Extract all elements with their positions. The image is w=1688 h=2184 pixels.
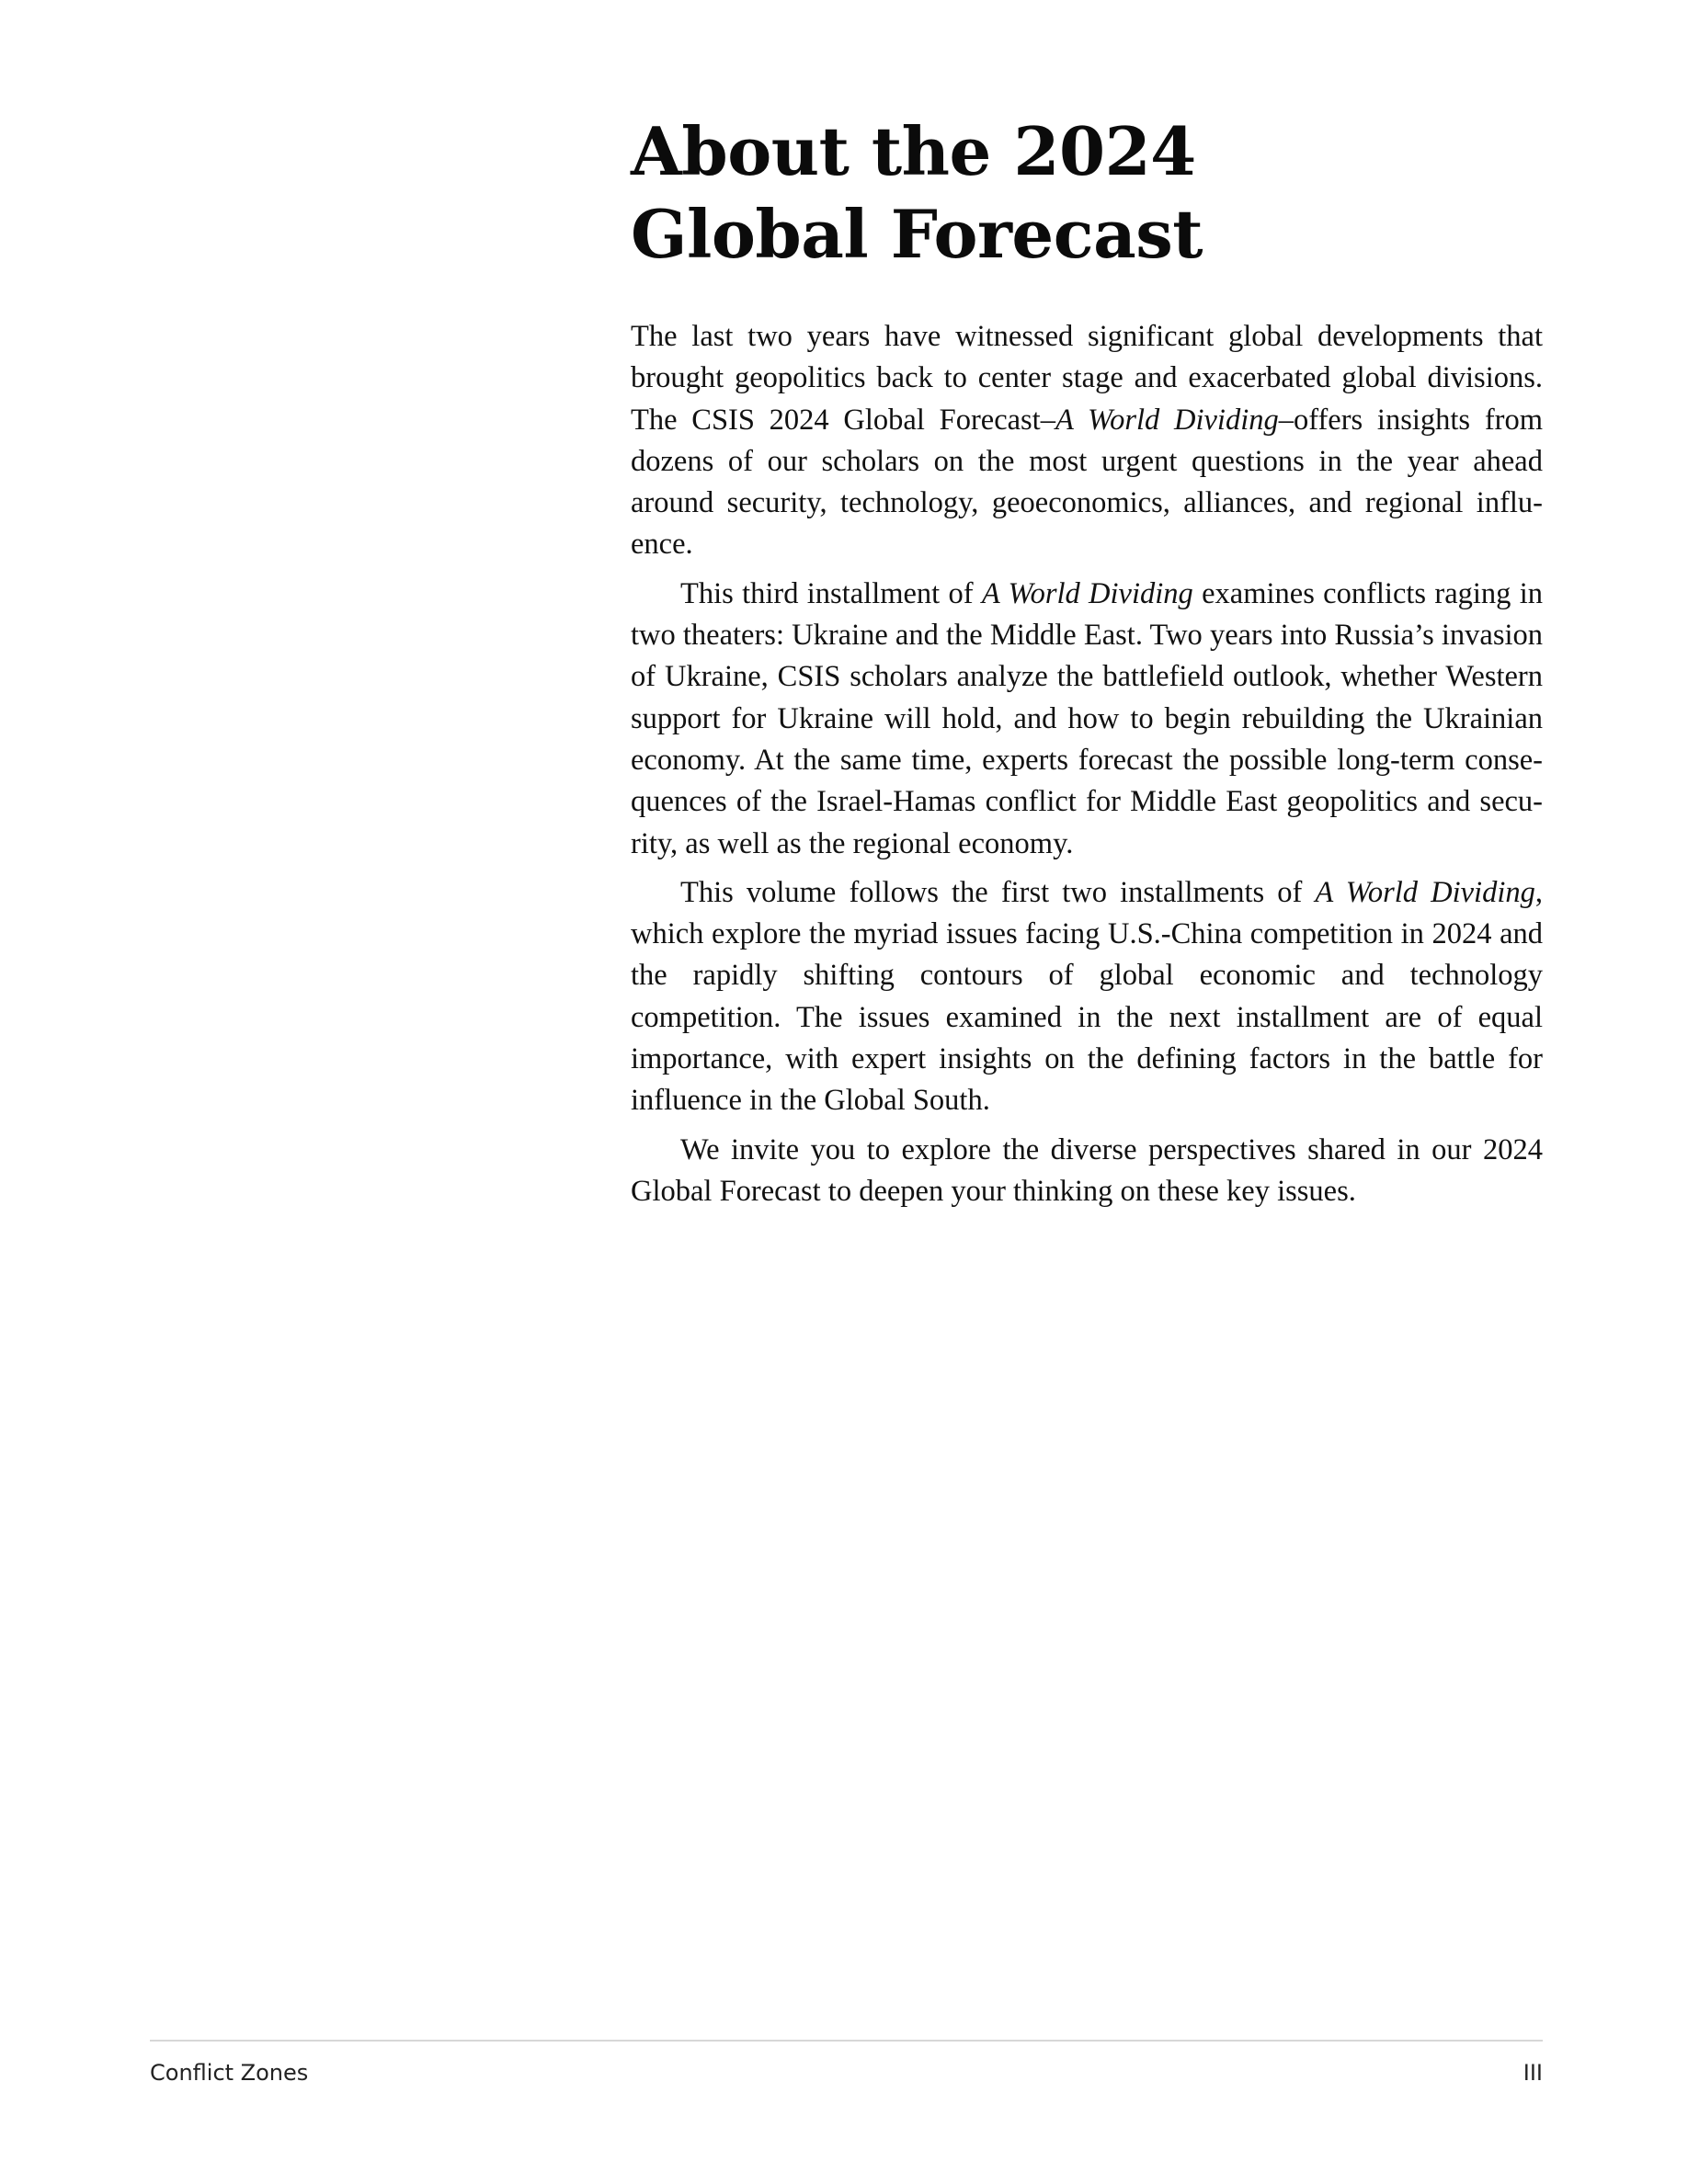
paragraph-3 [631, 872, 1543, 1122]
paragraph-1 [631, 316, 1543, 566]
paragraph-2-italic-title: A World Dividing [981, 576, 1193, 610]
paragraph-1-text-c: –offers insights from dozens of our scholars on the most urgent questions in the year ahead around security, technology, geoeconomics, alliances, and regional influence. [631, 403, 1543, 562]
main-content [631, 110, 1543, 1220]
paragraph-2-text-a: This third installment of [680, 576, 982, 610]
paragraph-2-text-c: examines conflicts raging in two theaters: Ukraine and the Middle East. Two years into Russia’s invasion of Ukraine, CSIS scholars analyze the battlefield outlook, whether Western support for Ukraine will hold, and how to begin rebuilding the Ukrainian economy. At the same time, experts forecast the possible long-term consequences of the Israel-Hamas conflict for Middle East geopolitics and security, as well as the regional economy. [631, 576, 1543, 860]
paragraph-3-italic-title: A World Dividing [1315, 875, 1535, 909]
paragraph-3-text-a: This volume follows the first two installments of [680, 875, 1316, 909]
paragraph-4 [631, 1130, 1543, 1213]
paragraph-2 [631, 574, 1543, 865]
page-title-line-1: About the 2024 [631, 112, 1196, 190]
paragraph-3-text-c: , which explore the myriad issues facing U.S.-China competition in 2024 and the rapidly shifting contours of global economic and technology competition. The issues examined in the next installment are of equal importance, with expert insights on the defining factors in the battle for influence in the Global South. [631, 875, 1543, 1118]
body-text [631, 316, 1543, 1212]
page-title [631, 110, 1543, 276]
paragraph-4-text-a: We invite you to explore the diverse perspectives shared in our 2024 Global Forecast to deepen your thinking on these key issues. [631, 1132, 1543, 1208]
paragraph-1-text-a: The last two years have witnessed significant global developments that brought geopolitics back to center stage and exacerbated global divisions. The CSIS 2024 Global Forecast– [631, 320, 1543, 437]
footer-divider [150, 2040, 1543, 2042]
footer-page-number: III [1523, 2060, 1543, 2086]
paragraph-1-italic-title: A World Dividing [1055, 403, 1279, 437]
footer-section-name: Conflict Zones [150, 2060, 309, 2086]
page-title-line-2: Global Forecast [631, 195, 1203, 273]
